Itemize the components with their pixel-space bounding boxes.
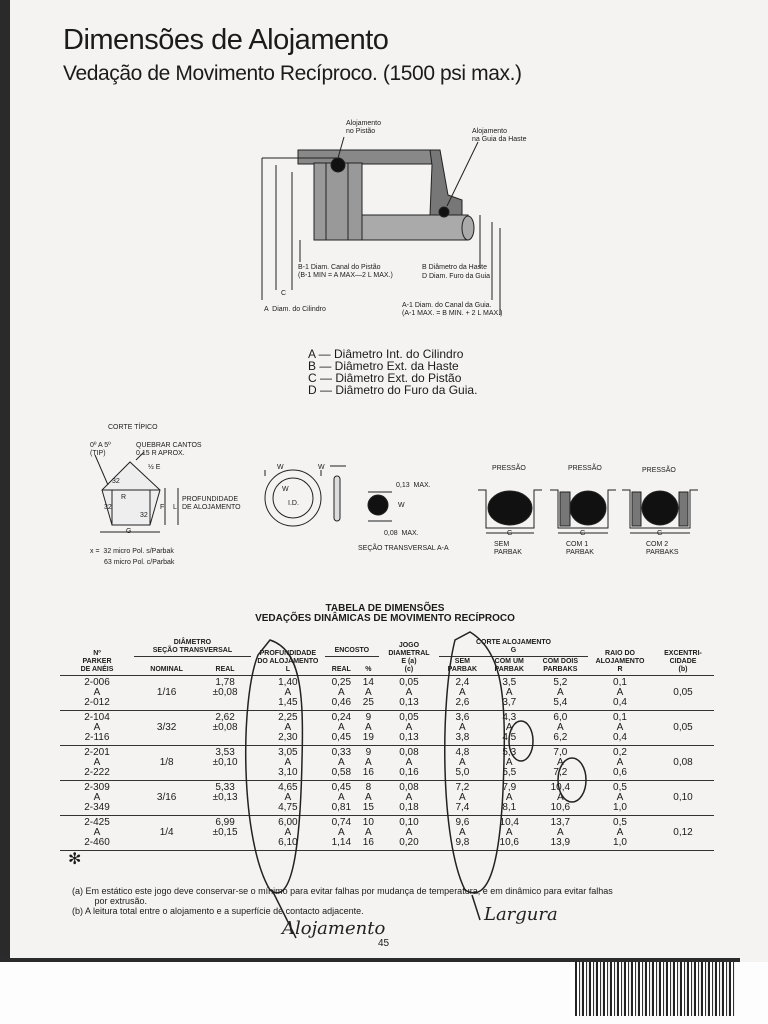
- label-32b: 32: [104, 504, 112, 511]
- label-id: I.D.: [288, 500, 299, 507]
- label-micro1: x = 32 micro Pol. s/Parbak: [90, 548, 174, 555]
- cell-real: 5,33 ±0,13: [199, 781, 251, 816]
- label-g3: G: [657, 530, 663, 537]
- label-a1: A-1 Diam. do Canal da Guia. (A-1 MAX. = B MIN. + 2 L MAX.): [402, 302, 503, 317]
- header-excentricidade: EXCENTRI- CIDADE (b): [652, 638, 714, 676]
- cell-com2: 5,2 A 5,4: [533, 676, 588, 711]
- cell-enc-pct: 9 A 19: [358, 711, 379, 746]
- handwritten-alojamento: Alojamento: [282, 918, 386, 939]
- cell-enc-real: 0,33 A 0,58: [325, 746, 358, 781]
- label-com2-parbaks: COM 2 PARBAKS: [646, 541, 679, 556]
- cell-sem: 9,6 A 9,8: [439, 816, 486, 851]
- label-pressao1: PRESSÃO: [492, 465, 526, 472]
- cell-parker: 2-006 A 2-012: [60, 676, 134, 711]
- header-com-dois-parbaks: COM DOIS PARBAKS: [533, 657, 588, 676]
- cell-prof: 2,25 A 2,30: [251, 711, 325, 746]
- header-encosto-real: REAL: [325, 657, 358, 676]
- label-w-left: W: [277, 464, 284, 471]
- label-c: C: [281, 290, 287, 297]
- label-r: R: [121, 494, 127, 501]
- header-profundidade: PROFUNDIDADE DO ALOJAMENTO L: [251, 638, 325, 676]
- cell-com1: 7,9 A 8,1: [486, 781, 533, 816]
- legend-item-d: D — Diâmetro do Furo da Guia.: [308, 383, 478, 397]
- label-alojamento-pistao: Alojamento no Pistão: [346, 120, 382, 135]
- cell-real: 3,53 ±0,10: [199, 746, 251, 781]
- cell-jogo: 0,05 A 0,13: [379, 711, 439, 746]
- label-32c: 32: [140, 512, 148, 519]
- header-raio: RAIO DO ALOJAMENTO R: [588, 638, 652, 676]
- cell-com2: 6,0 A 6,2: [533, 711, 588, 746]
- header-real: REAL: [199, 657, 251, 676]
- cell-real: 6,99 ±0,15: [199, 816, 251, 851]
- cell-sem: 2,4 A 2,6: [439, 676, 486, 711]
- header-nominal: NOMINAL: [134, 657, 199, 676]
- page-title: Dimensões de Alojamento: [63, 24, 389, 56]
- header-diametro: DIÂMETRO SEÇÃO TRANSVERSAL: [134, 638, 251, 657]
- label-g1: G: [507, 530, 513, 537]
- cell-nominal: 3/32: [134, 711, 199, 746]
- cell-nominal: 1/8: [134, 746, 199, 781]
- header-encosto: ENCOSTO: [325, 638, 379, 657]
- cell-jogo: 0,10 A 0,20: [379, 816, 439, 851]
- label-d-furo: D Diam. Furo da Guia: [422, 273, 491, 280]
- header-com-um-parbak: COM UM PARBAK: [486, 657, 533, 676]
- cell-jogo: 0,08 A 0,16: [379, 746, 439, 781]
- cell-sem: 7,2 A 7,4: [439, 781, 486, 816]
- label-sem-parbak: SEM PARBAK: [494, 541, 522, 556]
- cell-parker: 2-425 A 2-460: [60, 816, 134, 851]
- cell-raio: 0,1 A 0,4: [588, 676, 652, 711]
- header-sem-parbak: SEM PARBAK: [439, 657, 486, 676]
- cell-enc-pct: 8 A 15: [358, 781, 379, 816]
- label-pressao3: PRESSÃO: [642, 467, 676, 474]
- legend-item-b: B — Diâmetro Ext. da Haste: [308, 359, 459, 373]
- page-number: 45: [378, 938, 390, 949]
- cell-enc-real: 0,24 A 0,45: [325, 711, 358, 746]
- label-w-inner: W: [282, 486, 289, 493]
- cell-com2: 13,7 A 13,9: [533, 816, 588, 851]
- footnote-b: (b) A leitura total entre o alojamento e a superfície de contacto adjacente.: [72, 906, 364, 916]
- scan-artifact: [575, 962, 735, 1016]
- cell-com2: 7,0 A 7,2: [533, 746, 588, 781]
- label-quebrar: QUEBRAR CANTOS 0,15 R APROX.: [136, 442, 202, 457]
- handwritten-largura: Largura: [484, 904, 558, 925]
- label-b1: B-1 Diam. Canal do Pistão (B-1 MIN = A MAX—2 L MAX.): [298, 264, 393, 279]
- cell-com2: 10,4 A 10,6: [533, 781, 588, 816]
- cell-com1: 5,3 A 5,5: [486, 746, 533, 781]
- cell-parker: 2-201 A 2-222: [60, 746, 134, 781]
- label-b-haste: B Diâmetro da Haste: [422, 264, 487, 271]
- page-subtitle: Vedação de Movimento Recíproco. (1500 psi max.): [63, 62, 522, 85]
- label-corte-tipico: CORTE TÍPICO: [108, 424, 158, 431]
- label-pressao2: PRESSÃO: [568, 465, 602, 472]
- label-32a: 32: [112, 478, 120, 485]
- cell-nominal: 3/16: [134, 781, 199, 816]
- cell-parker: 2-309 A 2-349: [60, 781, 134, 816]
- cell-raio: 0,5 A 1,0: [588, 781, 652, 816]
- cell-nominal: 1/4: [134, 816, 199, 851]
- cell-jogo: 0,05 A 0,13: [379, 676, 439, 711]
- cell-prof: 1,40 A 1,45: [251, 676, 325, 711]
- legend-item-a: A — Diâmetro Int. do Cilindro: [308, 347, 464, 361]
- legend-item-c: C — Diâmetro Ext. do Pistão: [308, 371, 462, 385]
- label-angles: 0º A 5º (TIP): [90, 442, 111, 457]
- cell-enc-pct: 10 A 16: [358, 816, 379, 851]
- table-title: TABELA DE DIMENSÕES VEDAÇÕES DINÂMICAS DE MOVIMENTO RECÍPROCO: [255, 603, 515, 624]
- star-mark: ✻: [68, 851, 82, 868]
- label-secao: SEÇÃO TRANSVERSAL A-A: [358, 545, 449, 552]
- cell-exc: 0,08: [652, 746, 714, 781]
- label-w-right: W: [318, 464, 325, 471]
- cell-jogo: 0,08 A 0,18: [379, 781, 439, 816]
- cell-enc-real: 0,74 A 1,14: [325, 816, 358, 851]
- label-max013: 0,13 MAX.: [396, 482, 431, 489]
- header-corte: CORTE ALOJAMENTO G: [439, 638, 588, 657]
- cell-exc: 0,05: [652, 676, 714, 711]
- cell-nominal: 1/16: [134, 676, 199, 711]
- cell-sem: 3,6 A 3,8: [439, 711, 486, 746]
- label-alojamento-guia: Alojamento na Guia da Haste: [472, 128, 527, 143]
- cell-com1: 3,5 A 3,7: [486, 676, 533, 711]
- label-max008: 0,08 MAX.: [384, 530, 419, 537]
- cell-prof: 6,00 A 6,10: [251, 816, 325, 851]
- cell-sem: 4,8 A 5,0: [439, 746, 486, 781]
- cell-real: 1,78 ±0,08: [199, 676, 251, 711]
- cell-prof: 4,65 A 4,75: [251, 781, 325, 816]
- header-encosto-pct: %: [358, 657, 379, 676]
- cell-exc: 0,05: [652, 711, 714, 746]
- cell-parker: 2-104 A 2-116: [60, 711, 134, 746]
- cell-enc-pct: 9 A 16: [358, 746, 379, 781]
- cell-raio: 0,2 A 0,6: [588, 746, 652, 781]
- label-g: G: [126, 528, 132, 535]
- label-l: L: [173, 504, 177, 511]
- header-jogo: JOGO DIAMETRAL E (a) (c): [379, 638, 439, 676]
- header-parker: Nº PARKER DE ANÉIS: [60, 638, 134, 676]
- cell-com1: 10,4 A 10,6: [486, 816, 533, 851]
- cell-raio: 0,1 A 0,4: [588, 711, 652, 746]
- footnote-a-cont: por extrusão.: [72, 896, 148, 906]
- cell-prof: 3,05 A 3,10: [251, 746, 325, 781]
- cell-enc-real: 0,45 A 0,81: [325, 781, 358, 816]
- cell-real: 2,62 ±0,08: [199, 711, 251, 746]
- label-f: F: [160, 504, 165, 511]
- label-w-sec: W: [398, 502, 405, 509]
- cell-enc-pct: 14 A 25: [358, 676, 379, 711]
- label-g2: G: [580, 530, 586, 537]
- label-a-cilindro: A Diam. do Cilindro: [264, 306, 326, 313]
- label-com1-parbak: COM 1 PARBAK: [566, 541, 594, 556]
- cell-exc: 0,12: [652, 816, 714, 851]
- cell-enc-real: 0,25 A 0,46: [325, 676, 358, 711]
- footnote-a: (a) Em estático este jogo deve conservar-se o mínimo para evitar falhas por mudança de temperatura, e em dinâmico para evitar falhas: [72, 886, 613, 896]
- cell-exc: 0,10: [652, 781, 714, 816]
- label-half-e: ½ E: [148, 464, 161, 471]
- label-micro2: 63 micro Pol. c/Parbak: [104, 559, 175, 566]
- cell-raio: 0,5 A 1,0: [588, 816, 652, 851]
- cell-com1: 4,3 A 4,5: [486, 711, 533, 746]
- label-profundidade: PROFUNDIDADE DE ALOJAMENTO: [182, 496, 241, 511]
